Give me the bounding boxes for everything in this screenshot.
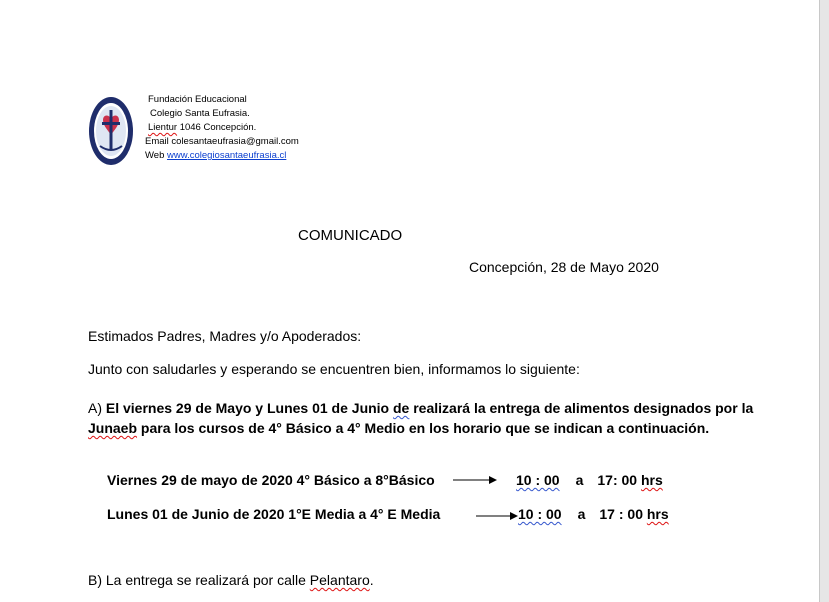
header-line-school: Colegio Santa Eufrasia. xyxy=(150,108,250,119)
point-a-line-2 xyxy=(88,420,709,436)
point-a-de: de xyxy=(393,400,410,416)
schedule-row-2-day: Lunes 01 de Junio de 2020 1°E Media a 4° E Media xyxy=(107,506,441,522)
intro-paragraph: Junto con saludarles y esperando se encuentren bien, informamos lo siguiente: xyxy=(88,361,580,377)
point-a-junaeb: Junaeb xyxy=(88,420,138,436)
schedule-row-2-unit: hrs xyxy=(646,506,669,522)
point-a-prefix: A) xyxy=(88,400,106,416)
point-a-text-2: realizará la entrega de alimentos designados por la xyxy=(409,400,754,416)
header-line-email: Email colesantaeufrasia@gmail.com xyxy=(145,136,299,147)
arrow-right-icon xyxy=(476,510,518,522)
point-b-line xyxy=(88,572,374,588)
web-label: Web xyxy=(145,150,168,161)
point-b-street: Pelantaro xyxy=(309,572,370,588)
point-a-text-3: para los cursos de 4° Básico a 4° Medio en los horario que se indican a continuación. xyxy=(137,420,710,436)
address-street: Lientur xyxy=(148,122,178,133)
header-line-foundation: Fundación Educacional xyxy=(148,94,247,105)
schedule-row-2-end: 17 : 00 xyxy=(599,506,643,522)
point-a-text-1: El viernes 29 de Mayo y Lunes 01 de Junio xyxy=(105,400,393,416)
greeting: Estimados Padres, Madres y/o Apoderados: xyxy=(88,328,362,344)
arrow-right-icon xyxy=(453,474,497,486)
schedule-row-2-start: 10 : 00 xyxy=(518,506,562,522)
schedule-row-1-unit: hrs xyxy=(640,472,663,488)
schedule-row-1-end: 17: 00 xyxy=(597,472,638,488)
website-link[interactable]: www.colegiosantaeufrasia.cl xyxy=(167,150,287,161)
schedule-row-1-start: 10 : 00 xyxy=(516,472,560,488)
point-a-line-1 xyxy=(88,400,753,416)
header-line-address xyxy=(148,122,256,134)
address-rest: 1046 Concepción. xyxy=(177,122,257,133)
header-line-web xyxy=(145,150,286,162)
document-date: Concepción, 28 de Mayo 2020 xyxy=(469,259,659,275)
schedule-row-1-day: Viernes 29 de mayo de 2020 4° Básico a 8°Básico xyxy=(107,472,435,488)
document-title: COMUNICADO xyxy=(298,227,403,244)
point-b-suffix: . xyxy=(369,572,374,588)
school-logo xyxy=(88,96,134,166)
schedule-row-1-sep: a xyxy=(575,472,584,488)
point-b-prefix: B) La entrega se realizará por calle xyxy=(88,572,310,588)
schedule-row-1-time xyxy=(516,472,663,488)
schedule-row-2-sep: a xyxy=(577,506,586,522)
schedule-row-2-time xyxy=(518,506,669,522)
